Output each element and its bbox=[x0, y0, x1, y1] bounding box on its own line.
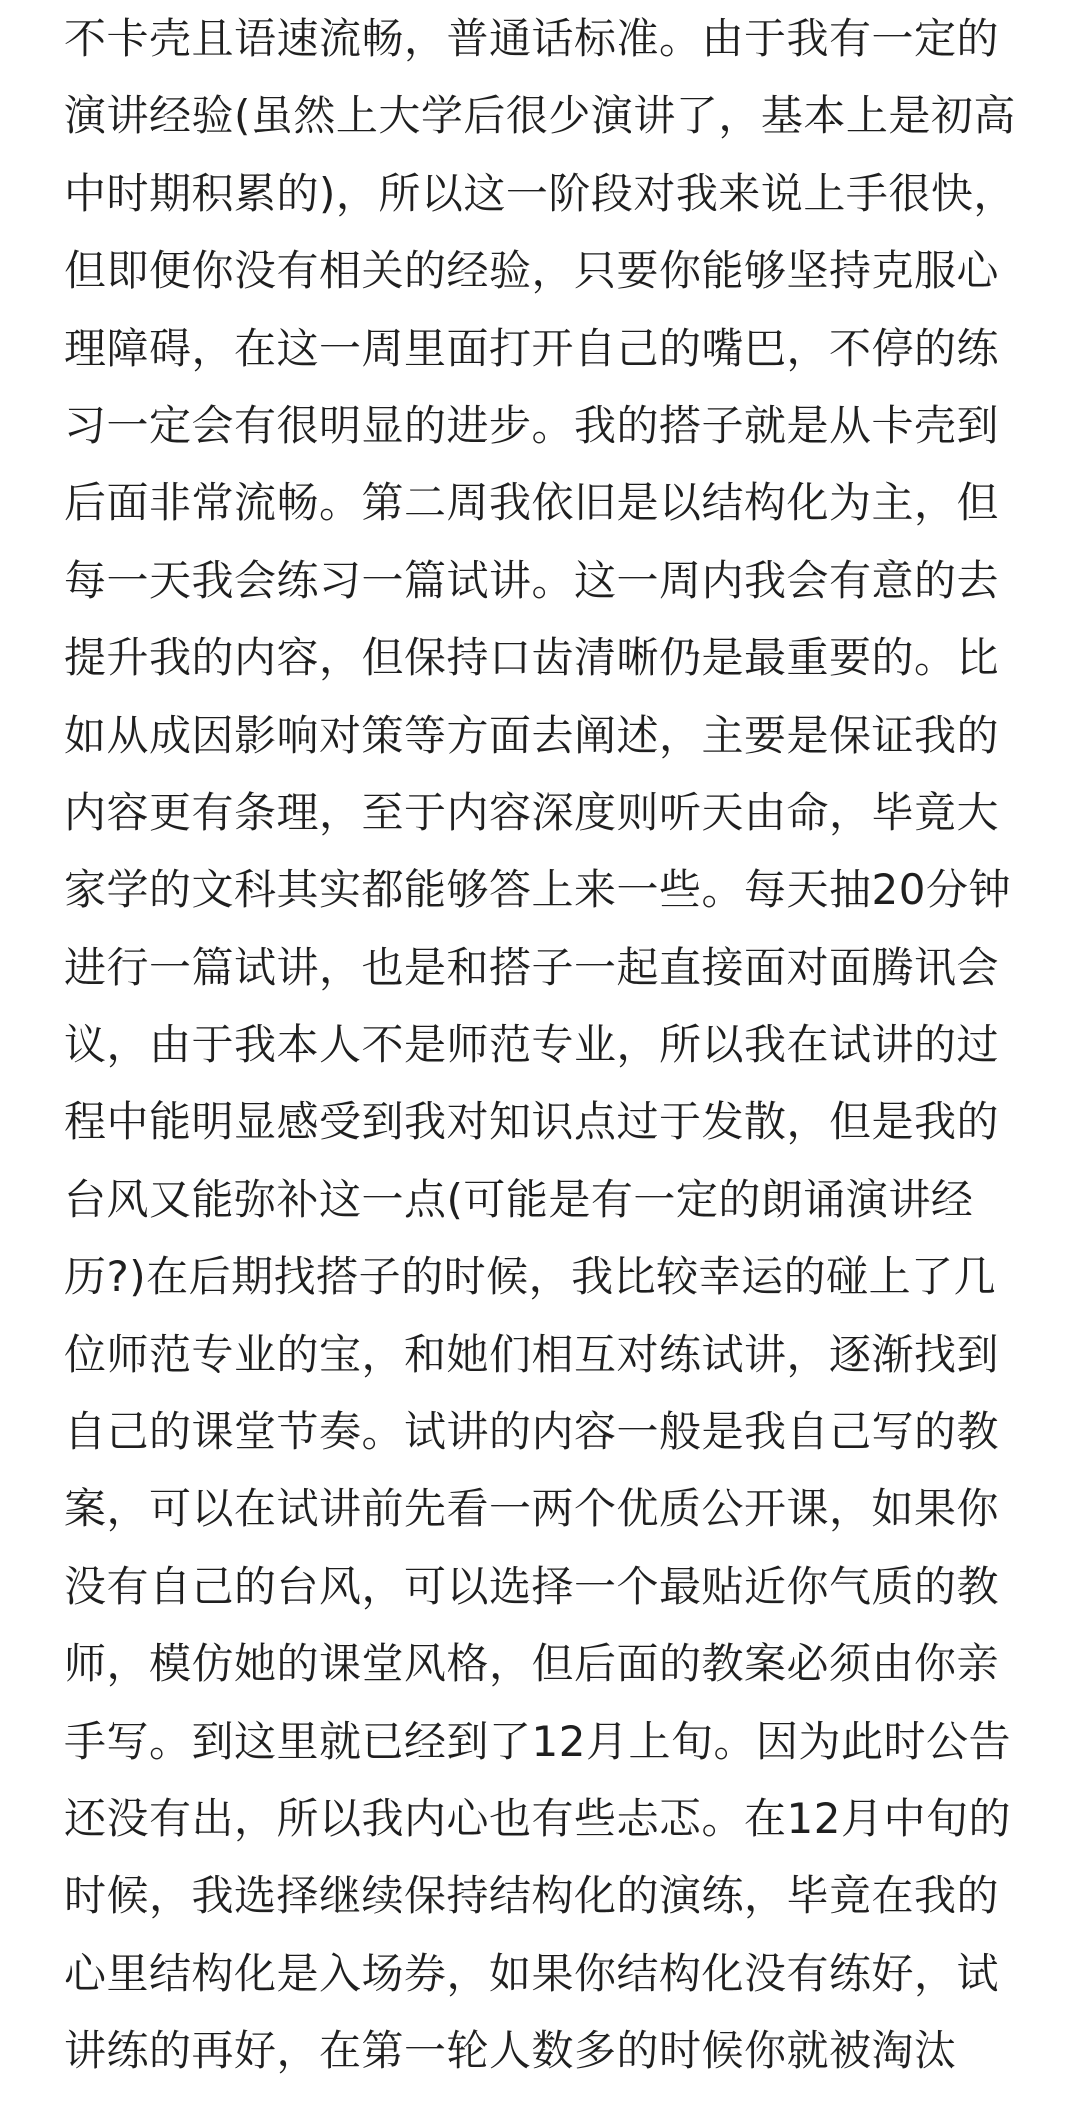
text-line: 自己的课堂节奏。试讲的内容一般是我自己写的教 bbox=[64, 1407, 1000, 1457]
text-line: 还没有出，所以我内心也有些忐忑。在12月中旬的 bbox=[64, 1793, 1011, 1843]
text-line: 进行一篇试讲，也是和搭子一起直接面对面腾讯会 bbox=[64, 942, 1000, 992]
text-line: 后面非常流畅。第二周我依旧是以结构化为主，但 bbox=[64, 478, 1000, 528]
text-line: 中时期积累的)，所以这一阶段对我来说上手很快， bbox=[64, 168, 1016, 218]
text-line: 但即便你没有相关的经验，只要你能够坚持克服心 bbox=[64, 246, 1000, 296]
text-line: 理障碍，在这一周里面打开自己的嘴巴，不停的练 bbox=[64, 323, 1000, 373]
text-line: 不卡壳且语速流畅，普通话标准。由于我有一定的 bbox=[64, 14, 1000, 63]
text-line: 位师范专业的宝，和她们相互对练试讲，逐渐找到 bbox=[64, 1329, 1000, 1379]
text-line: 没有自己的台风，可以选择一个最贴近你气质的教 bbox=[64, 1561, 1000, 1611]
text-line: 如从成因影响对策等方面去阐述，主要是保证我的 bbox=[64, 710, 1000, 760]
article-body bbox=[64, 0, 1024, 2090]
text-line: 案，可以在试讲前先看一两个优质公开课，如果你 bbox=[64, 1484, 1000, 1534]
text-line: 内容更有条理，至于内容深度则听天由命，毕竟大 bbox=[64, 787, 1000, 837]
text-line: 家学的文科其实都能够答上来一些。每天抽20分钟 bbox=[64, 865, 1011, 915]
text-line: 议，由于我本人不是师范专业，所以我在试讲的过 bbox=[64, 1020, 1000, 1070]
text-line: 台风又能弥补这一点(可能是有一定的朗诵演讲经 bbox=[64, 1174, 974, 1224]
text-line: 演讲经验(虽然上大学后很少演讲了，基本上是初高 bbox=[64, 91, 1016, 141]
text-line: 历?)在后期找搭子的时候，我比较幸运的碰上了几 bbox=[64, 1252, 997, 1302]
text-line: 时候，我选择继续保持结构化的演练，毕竟在我的 bbox=[64, 1871, 1000, 1921]
text-line: 师，模仿她的课堂风格，但后面的教案必须由你亲 bbox=[64, 1639, 1000, 1689]
text-line: 提升我的内容，但保持口齿清晰仍是最重要的。比 bbox=[64, 633, 1000, 683]
text-line: 程中能明显感受到我对知识点过于发散，但是我的 bbox=[64, 1097, 1000, 1147]
text-line: 心里结构化是入场券，如果你结构化没有练好，试 bbox=[64, 1948, 1000, 1998]
text-line: 手写。到这里就已经到了12月上旬。因为此时公告 bbox=[64, 1716, 1011, 1766]
text-line: 每一天我会练习一篇试讲。这一周内我会有意的去 bbox=[64, 555, 1000, 605]
text-line: 讲练的再好，在第一轮人数多的时候你就被淘汰 bbox=[64, 2026, 957, 2076]
text-line: 习一定会有很明显的进步。我的搭子就是从卡壳到 bbox=[64, 400, 1000, 450]
